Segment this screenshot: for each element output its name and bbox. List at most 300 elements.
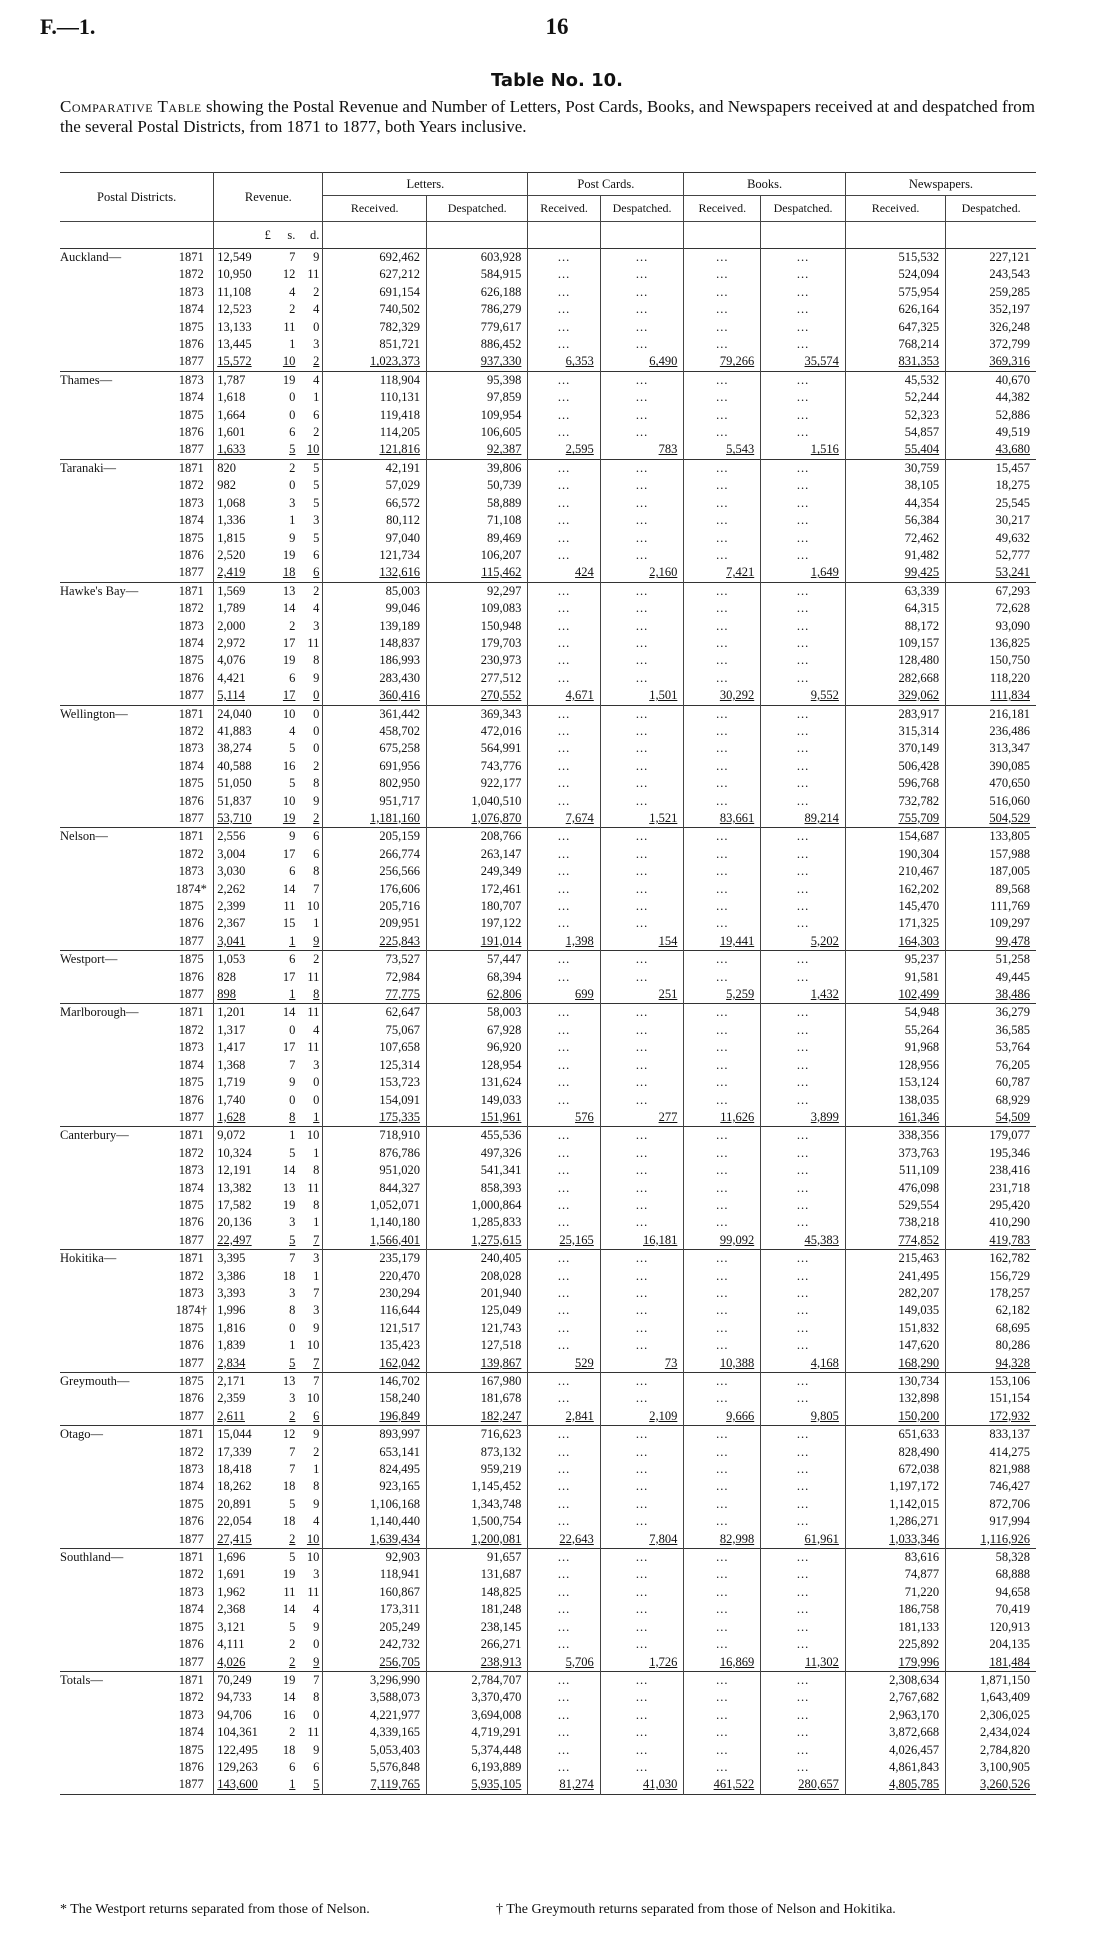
newspapers-despatched: 236,486 [946, 723, 1036, 740]
post-cards-despatched-empty: ... [600, 1250, 684, 1268]
district-name [60, 1109, 169, 1127]
revenue-shillings: 5 [289, 442, 296, 457]
books-received-empty: ... [684, 459, 761, 477]
district-name: Canterbury— [60, 1127, 169, 1145]
books-received-empty: ... [684, 1742, 761, 1759]
books-despatched-empty: ... [761, 1549, 846, 1567]
newspapers-received: 647,325 [845, 319, 945, 336]
newspapers-despatched: 36,279 [946, 1004, 1036, 1022]
revenue-pence: 10 [306, 1391, 320, 1406]
books-despatched-empty: ... [761, 1636, 846, 1653]
year-cell: 1874 [178, 1725, 204, 1740]
revenue-pence: 5 [298, 459, 323, 477]
letters-received: 220,470 [323, 1268, 427, 1285]
letters-despatched: 149,033 [427, 1092, 528, 1109]
books-received-empty: ... [684, 1759, 761, 1776]
revenue-pounds: 1,336 [214, 512, 274, 529]
post-cards-despatched: 1,501 [600, 687, 684, 705]
year-cell: 1873 [178, 864, 204, 879]
post-cards-received-empty: ... [528, 618, 600, 635]
letters-despatched: 62,806 [427, 986, 528, 1004]
newspapers-received: 171,325 [845, 915, 945, 932]
post-cards-received: 424 [528, 564, 600, 582]
newspapers-despatched: 313,347 [946, 740, 1036, 757]
year-cell: 1875 [169, 951, 214, 969]
revenue-pounds: 2,000 [214, 618, 274, 635]
revenue-shillings: 4 [289, 723, 296, 738]
letters-despatched: 167,980 [427, 1373, 528, 1391]
post-cards-despatched: 7,804 [600, 1531, 684, 1549]
footnote-westport: * The Westport returns separated from those of Nelson. [60, 1902, 370, 1917]
newspapers-despatched: 470,650 [946, 775, 1036, 792]
post-cards-received-empty: ... [528, 1671, 600, 1689]
post-cards-despatched-empty: ... [600, 915, 684, 932]
district-name [60, 986, 169, 1004]
letters-received: 824,495 [323, 1461, 427, 1478]
post-cards-despatched-empty: ... [600, 582, 684, 600]
newspapers-despatched: 372,799 [946, 336, 1036, 353]
newspapers-received: 1,197,172 [845, 1478, 945, 1495]
district-name [60, 1145, 169, 1162]
newspapers-received: 150,200 [845, 1408, 945, 1426]
newspapers-received: 283,917 [845, 705, 945, 723]
year-cell: 1875 [178, 1496, 204, 1511]
post-cards-despatched: 251 [600, 986, 684, 1004]
revenue-pounds: 12,523 [214, 301, 274, 318]
post-cards-despatched-empty: ... [600, 1549, 684, 1567]
books-despatched-empty: ... [761, 1724, 846, 1741]
district-name [60, 1619, 169, 1636]
letters-despatched: 6,193,889 [427, 1759, 528, 1776]
revenue-pence: 4 [298, 371, 323, 389]
district-name [60, 1092, 169, 1109]
books-despatched-empty: ... [761, 1214, 846, 1231]
newspapers-received: 52,323 [845, 407, 945, 424]
revenue-pence: 9 [313, 1654, 320, 1669]
revenue-pence: 1 [313, 1462, 320, 1477]
revenue-shillings: 8 [289, 1109, 296, 1124]
post-cards-despatched-empty: ... [600, 951, 684, 969]
books-despatched: 45,383 [761, 1232, 846, 1250]
newspapers-despatched: 72,628 [946, 600, 1036, 617]
revenue-shillings: 5 [289, 776, 296, 791]
post-cards-received: 22,643 [528, 1531, 600, 1549]
revenue-pence: 11 [307, 1040, 320, 1055]
post-cards-despatched-empty: ... [600, 705, 684, 723]
post-cards-received-empty: ... [528, 1250, 600, 1268]
books-despatched-empty: ... [761, 424, 846, 441]
letters-received: 205,159 [323, 828, 427, 846]
newspapers-despatched: 52,777 [946, 547, 1036, 564]
district-name [60, 495, 169, 512]
newspapers-despatched: 52,886 [946, 407, 1036, 424]
revenue-pence: 7 [298, 1671, 323, 1689]
revenue-pence: 8 [313, 1197, 320, 1212]
newspapers-received: 373,763 [845, 1145, 945, 1162]
col-newspapers-received: Received. [845, 196, 945, 222]
revenue-shillings: 5 [289, 1232, 296, 1247]
books-received-empty: ... [684, 1566, 761, 1583]
revenue-pence: 9 [298, 249, 323, 267]
table-row [60, 723, 1036, 740]
newspapers-despatched: 516,060 [946, 793, 1036, 810]
letters-received: 205,249 [323, 1619, 427, 1636]
district-name: Taranaki— [60, 459, 169, 477]
post-cards-received-empty: ... [528, 477, 600, 494]
newspapers-despatched: 204,135 [946, 1636, 1036, 1653]
post-cards-despatched-empty: ... [600, 775, 684, 792]
books-despatched-empty: ... [761, 512, 846, 529]
year-cell: 1873 [178, 1040, 204, 1055]
letters-despatched: 716,623 [427, 1426, 528, 1444]
books-despatched: 1,432 [761, 986, 846, 1004]
books-received-empty: ... [684, 1057, 761, 1074]
letters-received: 62,647 [323, 1004, 427, 1022]
district-name [60, 635, 169, 652]
district-name [60, 1654, 169, 1672]
books-received-empty: ... [684, 1461, 761, 1478]
post-cards-received-empty: ... [528, 1444, 600, 1461]
post-cards-despatched-empty: ... [600, 635, 684, 652]
books-despatched-empty: ... [761, 775, 846, 792]
district-name: Otago— [60, 1426, 169, 1444]
revenue-pounds: 1,368 [214, 1057, 274, 1074]
newspapers-received: 596,768 [845, 775, 945, 792]
revenue-pence: 7 [298, 1373, 323, 1391]
table-row [60, 1337, 1036, 1354]
revenue-shillings: 14 [274, 1004, 299, 1022]
letters-received: 77,775 [323, 986, 427, 1004]
post-cards-despatched-empty: ... [600, 249, 684, 267]
table-row [60, 284, 1036, 301]
newspapers-despatched: 53,764 [946, 1039, 1036, 1056]
revenue-pounds: 13,445 [214, 336, 274, 353]
newspapers-received: 215,463 [845, 1250, 945, 1268]
newspapers-despatched: 179,077 [946, 1127, 1036, 1145]
newspapers-received: 64,315 [845, 600, 945, 617]
books-received-empty: ... [684, 371, 761, 389]
letters-received: 230,294 [323, 1285, 427, 1302]
revenue-pence: 1 [313, 1268, 320, 1283]
books-despatched-empty: ... [761, 1127, 846, 1145]
letters-received: 3,588,073 [323, 1689, 427, 1706]
year-cell: 1876 [178, 969, 204, 984]
newspapers-received: 506,428 [845, 758, 945, 775]
district-name [60, 1776, 169, 1794]
books-despatched: 89,214 [761, 810, 846, 828]
books-despatched-empty: ... [761, 1707, 846, 1724]
books-despatched-empty: ... [761, 1461, 846, 1478]
district-name [60, 846, 169, 863]
newspapers-despatched: 36,585 [946, 1022, 1036, 1039]
letters-despatched: 106,605 [427, 424, 528, 441]
post-cards-despatched-empty: ... [600, 1759, 684, 1776]
revenue-pounds: 1,664 [214, 407, 274, 424]
newspapers-despatched: 2,306,025 [946, 1707, 1036, 1724]
letters-despatched: 270,552 [427, 687, 528, 705]
books-despatched-empty: ... [761, 1250, 846, 1268]
revenue-pence: 4 [313, 1602, 320, 1617]
post-cards-despatched-empty: ... [600, 1022, 684, 1039]
table-row [60, 1390, 1036, 1407]
post-cards-despatched: 41,030 [600, 1776, 684, 1794]
revenue-pounds: 18,262 [214, 1478, 274, 1495]
letters-received: 5,576,848 [323, 1759, 427, 1776]
revenue-shillings: 9 [274, 828, 299, 846]
letters-received: 121,816 [323, 441, 427, 459]
revenue-pence: 3 [313, 1567, 320, 1582]
district-name [60, 1513, 169, 1530]
revenue-pounds: 1,696 [214, 1549, 274, 1567]
post-cards-despatched-empty: ... [600, 1162, 684, 1179]
post-cards-despatched: 1,521 [600, 810, 684, 828]
revenue-pence: 2 [298, 951, 323, 969]
letters-despatched: 886,452 [427, 336, 528, 353]
newspapers-despatched: 120,913 [946, 1619, 1036, 1636]
books-despatched-empty: ... [761, 1057, 846, 1074]
table-row [60, 459, 1036, 477]
year-cell: 1873 [178, 495, 204, 510]
books-despatched-empty: ... [761, 652, 846, 669]
revenue-pence: 0 [313, 741, 320, 756]
letters-despatched: 1,275,615 [427, 1232, 528, 1250]
newspapers-received: 329,062 [845, 687, 945, 705]
newspapers-despatched: 2,434,024 [946, 1724, 1036, 1741]
newspapers-received: 55,264 [845, 1022, 945, 1039]
revenue-pence: 9 [313, 1742, 320, 1757]
revenue-pence: 5 [313, 478, 320, 493]
district-name [60, 793, 169, 810]
post-cards-despatched-empty: ... [600, 1320, 684, 1337]
district-name [60, 1355, 169, 1373]
revenue-shillings: 2 [289, 1654, 296, 1669]
revenue-pence: 6 [313, 846, 320, 861]
revenue-pence: 8 [313, 864, 320, 879]
revenue-shillings: 7 [274, 1250, 299, 1268]
letters-received: 146,702 [323, 1373, 427, 1391]
books-received-empty: ... [684, 1074, 761, 1091]
books-received-empty: ... [684, 319, 761, 336]
newspapers-received: 147,620 [845, 1337, 945, 1354]
letters-despatched: 201,940 [427, 1285, 528, 1302]
letters-received: 1,639,434 [323, 1531, 427, 1549]
letters-received: 173,311 [323, 1601, 427, 1618]
books-despatched: 280,657 [761, 1776, 846, 1794]
post-cards-despatched-empty: ... [600, 389, 684, 406]
newspapers-received: 74,877 [845, 1566, 945, 1583]
table-row [60, 933, 1036, 951]
books-received-empty: ... [684, 1162, 761, 1179]
books-despatched-empty: ... [761, 1268, 846, 1285]
newspapers-despatched: 44,382 [946, 389, 1036, 406]
letters-received: 675,258 [323, 740, 427, 757]
table-row [60, 1531, 1036, 1549]
books-despatched-empty: ... [761, 1689, 846, 1706]
newspapers-despatched: 243,543 [946, 266, 1036, 283]
letters-despatched: 172,461 [427, 881, 528, 898]
newspapers-despatched: 151,154 [946, 1390, 1036, 1407]
post-cards-received: 529 [528, 1355, 600, 1373]
revenue-pence: 8 [313, 1479, 320, 1494]
letters-despatched: 89,469 [427, 530, 528, 547]
letters-received: 85,003 [323, 582, 427, 600]
table-row [60, 1092, 1036, 1109]
letters-received: 225,843 [323, 933, 427, 951]
letters-received: 242,732 [323, 1636, 427, 1653]
revenue-pounds: 10,950 [214, 266, 274, 283]
newspapers-received: 755,709 [845, 810, 945, 828]
books-despatched-empty: ... [761, 828, 846, 846]
revenue-pence: 3 [313, 337, 320, 352]
district-name [60, 1268, 169, 1285]
newspapers-despatched: 109,297 [946, 915, 1036, 932]
district-name [60, 1636, 169, 1653]
letters-despatched: 131,687 [427, 1566, 528, 1583]
post-cards-received-empty: ... [528, 898, 600, 915]
revenue-pence: 0 [313, 1637, 320, 1652]
letters-despatched: 180,707 [427, 898, 528, 915]
year-cell: 1875 [178, 1075, 204, 1090]
newspapers-despatched: 1,116,926 [946, 1531, 1036, 1549]
books-despatched-empty: ... [761, 1162, 846, 1179]
year-cell: 1873 [178, 1163, 204, 1178]
year-cell: 1873 [178, 618, 204, 633]
district-name [60, 810, 169, 828]
revenue-pence: 0 [313, 688, 320, 703]
books-received-empty: ... [684, 1302, 761, 1319]
post-cards-despatched-empty: ... [600, 319, 684, 336]
books-received: 83,661 [684, 810, 761, 828]
revenue-shillings: 7 [274, 249, 299, 267]
revenue-pounds: 1,628 [214, 1109, 274, 1127]
revenue-shillings: 2 [289, 1725, 296, 1740]
books-received-empty: ... [684, 1004, 761, 1022]
revenue-shillings: 2 [289, 1637, 296, 1652]
revenue-pence: 0 [313, 723, 320, 738]
post-cards-despatched-empty: ... [600, 1601, 684, 1618]
letters-received: 118,904 [323, 371, 427, 389]
books-despatched-empty: ... [761, 495, 846, 512]
post-cards-received-empty: ... [528, 371, 600, 389]
books-despatched-empty: ... [761, 1742, 846, 1759]
year-cell: 1871 [169, 1250, 214, 1268]
revenue-pence: 1 [313, 1145, 320, 1160]
revenue-pence: 8 [313, 776, 320, 791]
newspapers-despatched: 76,205 [946, 1057, 1036, 1074]
revenue-pence: 6 [313, 1408, 320, 1423]
table-row [60, 389, 1036, 406]
revenue-shillings: 14 [282, 1602, 296, 1617]
district-name [60, 319, 169, 336]
letters-despatched: 603,928 [427, 249, 528, 267]
books-despatched-empty: ... [761, 1619, 846, 1636]
revenue-pounds: 2,834 [214, 1355, 274, 1373]
revenue-pence: 10 [306, 899, 320, 914]
books-received-empty: ... [684, 1689, 761, 1706]
revenue-shillings: 7 [289, 1462, 296, 1477]
books-received-empty: ... [684, 547, 761, 564]
revenue-pence: 3 [298, 1250, 323, 1268]
newspapers-received: 738,218 [845, 1214, 945, 1231]
post-cards-despatched-empty: ... [600, 652, 684, 669]
revenue-shillings: 14 [282, 1690, 296, 1705]
letters-received: 844,327 [323, 1180, 427, 1197]
revenue-pounds: 4,076 [214, 652, 274, 669]
revenue-pounds: 3,004 [214, 846, 274, 863]
letters-received: 158,240 [323, 1390, 427, 1407]
table-row [60, 336, 1036, 353]
table-row [60, 1109, 1036, 1127]
letters-received: 139,189 [323, 618, 427, 635]
letters-received: 782,329 [323, 319, 427, 336]
table-row [60, 618, 1036, 635]
letters-received: 114,205 [323, 424, 427, 441]
newspapers-despatched: 2,784,820 [946, 1742, 1036, 1759]
letters-received: 876,786 [323, 1145, 427, 1162]
books-despatched-empty: ... [761, 740, 846, 757]
letters-despatched: 109,083 [427, 600, 528, 617]
books-received-empty: ... [684, 1496, 761, 1513]
newspapers-received: 30,759 [845, 459, 945, 477]
revenue-pence: 9 [313, 933, 320, 948]
revenue-pounds: 1,787 [214, 371, 274, 389]
newspapers-received: 54,948 [845, 1004, 945, 1022]
post-cards-despatched-empty: ... [600, 969, 684, 986]
newspapers-despatched: 156,729 [946, 1268, 1036, 1285]
newspapers-despatched: 216,181 [946, 705, 1036, 723]
books-received-empty: ... [684, 740, 761, 757]
revenue-shillings: 17 [282, 635, 296, 650]
books-received-empty: ... [684, 389, 761, 406]
district-name [60, 1584, 169, 1601]
table-row [60, 687, 1036, 705]
letters-received: 740,502 [323, 301, 427, 318]
revenue-pounds: 51,837 [214, 793, 274, 810]
table-row [60, 969, 1036, 986]
year-cell: 1874 [178, 1479, 204, 1494]
table-row [60, 1742, 1036, 1759]
year-cell: 1873 [178, 284, 204, 299]
revenue-shillings: 1 [289, 1338, 296, 1353]
table-row [60, 1214, 1036, 1231]
year-cell: 1875 [178, 1197, 204, 1212]
table-row [60, 828, 1036, 846]
books-despatched-empty: ... [761, 846, 846, 863]
revenue-pounds: 4,421 [214, 670, 274, 687]
newspapers-received: 91,968 [845, 1039, 945, 1056]
post-cards-received: 576 [528, 1109, 600, 1127]
books-received-empty: ... [684, 793, 761, 810]
letters-received: 209,951 [323, 915, 427, 932]
books-despatched-empty: ... [761, 1320, 846, 1337]
page-number: 16 [545, 14, 569, 39]
newspapers-despatched: 414,275 [946, 1444, 1036, 1461]
revenue-pence: 7 [313, 1355, 320, 1370]
newspapers-despatched: 419,783 [946, 1232, 1036, 1250]
revenue-pence: 10 [298, 1127, 323, 1145]
revenue-shillings: 5 [274, 1549, 299, 1567]
revenue-pounds: 20,136 [214, 1214, 274, 1231]
year-cell: 1872 [178, 846, 204, 861]
revenue-pounds: 70,249 [214, 1671, 274, 1689]
revenue-shillings: 0 [289, 1092, 296, 1107]
table-row [60, 319, 1036, 336]
newspapers-despatched: 295,420 [946, 1197, 1036, 1214]
post-cards-despatched-empty: ... [600, 301, 684, 318]
letters-received: 72,984 [323, 969, 427, 986]
books-despatched-empty: ... [761, 1513, 846, 1530]
district-name [60, 564, 169, 582]
